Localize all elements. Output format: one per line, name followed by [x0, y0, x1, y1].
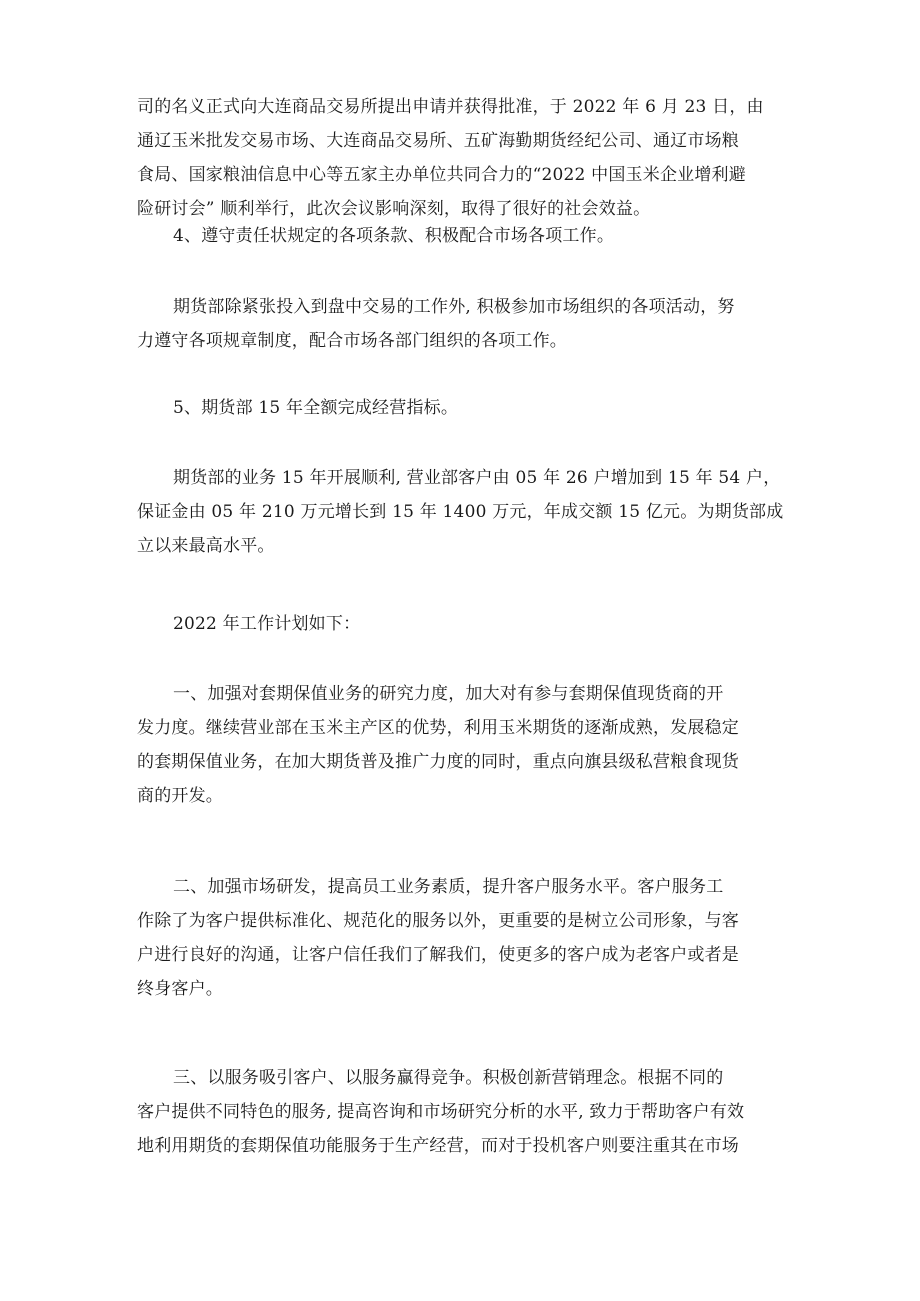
text-line: 司的名义正式向大连商品交易所提出申请并获得批准，于 2022 年 6 月 23 日，由 — [137, 97, 764, 117]
text-line: 的套期保值业务，在加大期货普及推广力度的同时，重点向旗县级私营粮食现货 — [137, 752, 739, 772]
text-line: 作除了为客户提供标准化、规范化的服务以外，更重要的是树立公司形象，与客 — [137, 911, 739, 931]
text-line: 期货部除紧张投入到盘中交易的工作外, 积极参加市场组织的各项活动，努 — [173, 297, 735, 317]
text-line: 通辽玉米批发交易市场、大连商品交易所、五矿海勤期货经纪公司、通辽市场粮 — [137, 131, 739, 151]
section-heading-5 — [137, 391, 792, 425]
section-heading-4 — [137, 219, 792, 253]
text-line: 户进行良好的沟通，让客户信任我们了解我们，使更多的客户成为老客户或者是 — [137, 945, 739, 965]
text-line: 期货部的业务 15 年开展顺利, 营业部客户由 05 年 26 户增加到 15 年 54 户， — [173, 468, 781, 488]
text-line: 食局、国家粮油信息中心等五家主办单位共同合力的“2022 中国玉米企业增利避 — [137, 165, 746, 185]
paragraph-market-activities — [137, 290, 792, 358]
paragraph-meeting-summary — [137, 90, 792, 226]
text-line: 一、加强对套期保值业务的研究力度，加大对有参与套期保值现货商的开 — [173, 684, 724, 704]
text-line: 商的开发。 — [137, 786, 223, 806]
text-line: 保证金由 05 年 210 万元增长到 15 年 1400 万元，年成交额 15 亿元。为期货部成 — [137, 502, 784, 522]
paragraph-business-results — [137, 461, 792, 563]
text-line: 立以来最高水平。 — [137, 536, 275, 556]
plan-item-2 — [137, 870, 792, 1006]
text-line: 力遵守各项规章制度，配合市场各部门组织的各项工作。 — [137, 331, 567, 351]
text-line: 发力度。继续营业部在玉米主产区的优势，利用玉米期货的逐渐成熟，发展稳定 — [137, 718, 739, 738]
text-line: 险研讨会” 顺利举行，此次会议影响深刻，取得了很好的社会效益。 — [137, 199, 651, 219]
text-line: 5、期货部 15 年全额完成经营指标。 — [173, 398, 459, 418]
text-line: 4、遵守责任状规定的各项条款、积极配合市场各项工作。 — [173, 226, 615, 246]
text-line: 2022 年工作计划如下： — [173, 614, 361, 634]
text-line: 终身客户。 — [137, 979, 223, 999]
text-line: 二、加强市场研发，提高员工业务素质，提升客户服务水平。客户服务工 — [173, 877, 724, 897]
work-plan-heading — [137, 607, 792, 641]
text-line: 客户提供不同特色的服务, 提高咨询和市场研究分析的水平, 致力于帮助客户有效 — [137, 1102, 745, 1122]
text-line: 三、以服务吸引客户、以服务赢得竞争。积极创新营销理念。根据不同的 — [173, 1068, 724, 1088]
plan-item-1 — [137, 677, 792, 813]
plan-item-3 — [137, 1061, 792, 1163]
text-line: 地利用期货的套期保值功能服务于生产经营，而对于投机客户则要注重其在市场 — [137, 1136, 739, 1156]
